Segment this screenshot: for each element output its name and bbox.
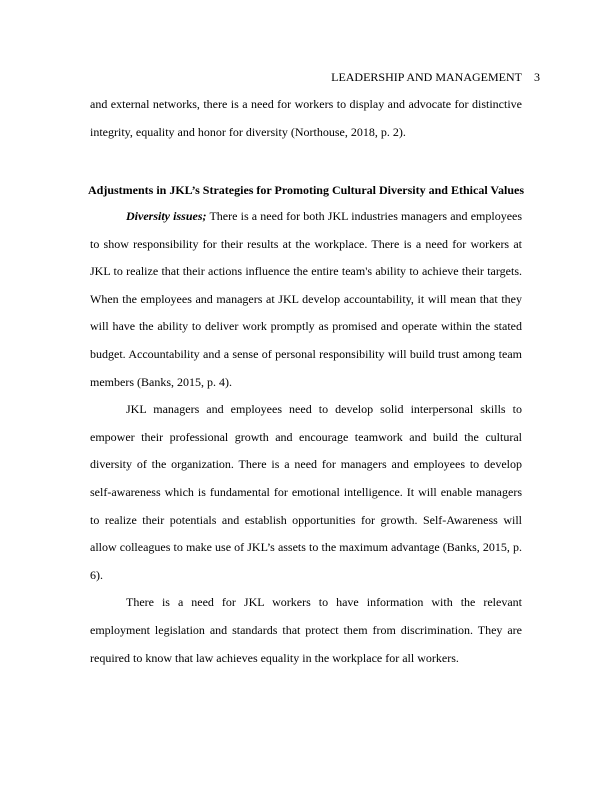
page-number: 3	[534, 70, 540, 84]
intro-paragraph: and external networks, there is a need for workers to display and advocate for distinctive integrity, equality and honor for diversity (Northouse, 2018, p. 2).	[90, 97, 522, 139]
run-in-heading: Diversity issues;	[126, 209, 207, 223]
paragraph-diversity-issues	[90, 203, 522, 396]
intro-block	[90, 91, 522, 146]
section-heading: Adjustments in JKL’s Strategies for Promoting Cultural Diversity and Ethical Values	[87, 183, 525, 197]
running-header	[331, 70, 540, 84]
running-title: LEADERSHIP AND MANAGEMENT	[331, 70, 522, 84]
paragraph-interpersonal-skills: JKL managers and employees need to develop solid interpersonal skills to empower their professional growth and encourage teamwork and build the cultural diversity of the organization. There is a need for managers and employees to develop self-awareness which is fundamental for emotional intelligence. It will enable managers to realize their potentials and establish opportunities for growth. Self-Awareness will allow colleagues to make use of JKL’s assets to the maximum advantage (Banks, 2015, p. 6).	[90, 402, 522, 582]
paragraph-text: There is a need for both JKL industries managers and employees to show responsibility for their results at the workplace. There is a need for workers at JKL to realize that their actions influence the entire team's ability to achieve their targets. When the employees and managers at JKL develop accountability, it will mean that they will have the ability to deliver work promptly as promised and operate within the stated budget. Accountability and a sense of personal responsibility will build trust among team members (Banks, 2015, p. 4).	[90, 209, 523, 389]
paragraph-legislation: There is a need for JKL workers to have information with the relevant employment legislation and standards that protect them from discrimination. They are required to know that law achieves equality in the workplace for all workers.	[90, 595, 522, 665]
section-body	[90, 203, 522, 672]
